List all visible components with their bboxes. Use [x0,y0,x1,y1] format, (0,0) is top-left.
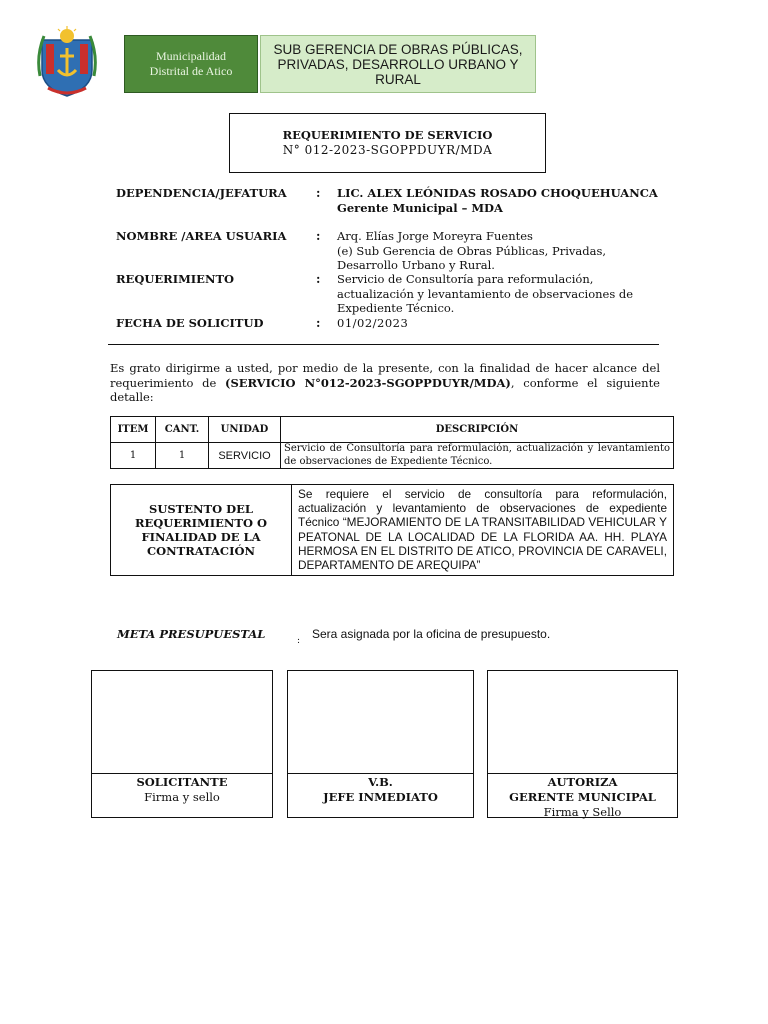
municipality-logo [36,26,98,98]
requerimiento-label: REQUERIMIENTO [116,272,235,286]
signature-box-vb [287,670,474,818]
sustento-label: SUSTENTO DEL REQUERIMIENTO O FINALIDAD DE LA CONTRATACIÓN [111,485,292,576]
requirement-title-box [229,113,546,173]
dependencia-colon: : [316,186,321,200]
dependencia-value-line-2: Gerente Municipal – MDA [337,200,503,215]
requerimiento-value-line-2: actualización y levantamiento de observaciones de [337,286,634,301]
vb-subtitle: JEFE INMEDIATO [323,790,438,804]
header-descripcion: DESCRIPCIÓN [281,417,674,443]
nombre-label: NOMBRE /AREA USUARIA [116,229,287,243]
intro-text-b: , conforme el siguiente detalle: [110,375,660,404]
header-item: ITEM [111,417,156,443]
meta-label: META PRESUPUESTAL [117,627,266,641]
header-cant: CANT. [156,417,209,443]
meta-value: Sera asignada por la oficina de presupuesto. [312,627,551,641]
nombre-value [337,229,667,273]
requerimiento-value-line-1: Servicio de Consultoría para reformulación, [337,272,594,286]
intro-paragraph [110,361,660,405]
dependencia-label: DEPENDENCIA/JEFATURA [116,186,287,200]
meta-colon: : [297,636,301,646]
intro-text-a: Es grato dirigirme a usted, por medio de la presente, con la finalidad de hacer alcance del requerimiento de [110,361,660,390]
table-row [111,443,674,469]
requirement-number: N° 012-2023-SGOPPDUYR/MDA [282,143,493,157]
items-table-header [111,417,674,443]
autoriza-subtitle: GERENTE MUNICIPAL [509,790,656,804]
autoriza-title: AUTORIZA [547,775,618,789]
nombre-value-line-1: Arq. Elías Jorge Moreyra Fuentes [337,229,533,243]
cell-cant: 1 [156,443,209,469]
solicitante-subtitle: Firma y sello [144,790,220,804]
nombre-value-line-2: (e) Sub Gerencia de Obras Públicas, Privadas, [337,243,607,258]
signature-area-autoriza [488,671,677,774]
cell-unidad: SERVICIO [209,443,281,469]
sub-gerencia-line-3: RURAL [375,71,421,87]
signature-area-solicitante [92,671,272,774]
sustento-table [110,484,674,576]
signature-area-vb [288,671,473,774]
requerimiento-colon: : [316,272,321,286]
sustento-text: Se requiere el servicio de consultoría para reformulación, actualización y levantamiento de observaciones de expediente Técnico “MEJORAMIENTO DE LA TRANSITABILIDAD VEHICULAR Y PEATONAL DE LA LOCALIDAD DE LA FLORIDA AA. HH. PLAYA HERMOSA EN EL DISTRITO DE ATICO, PROVINCIA DE CARAVELI, DEPARTAMENTO DE AREQUIPA” [292,485,674,576]
solicitante-title: SOLICITANTE [136,775,228,789]
header-unidad: UNIDAD [209,417,281,443]
nombre-colon: : [316,229,321,243]
requirement-title: REQUERIMIENTO DE SERVICIO [282,128,493,142]
fecha-label: FECHA DE SOLICITUD [116,316,264,330]
signature-box-solicitante [91,670,273,818]
municipality-line-2: Distrital de Atico [149,64,233,78]
signature-box-autoriza [487,670,678,818]
requerimiento-value [337,272,667,316]
vb-title: V.B. [368,775,393,789]
sub-gerencia-line-2: PRIVADAS, DESARROLLO URBANO Y [277,56,519,72]
fecha-value: 01/02/2023 [337,316,409,330]
items-table [110,416,674,469]
sub-gerencia-box [260,35,536,93]
autoriza-subtitle-2: Firma y Sello [543,805,622,819]
cell-descripcion: Servicio de Consultoría para reformulación, actualización y levantamiento de observaciones de Expediente Técnico. [281,443,674,469]
municipality-line-1: Municipalidad [156,49,226,63]
sub-gerencia-line-1: SUB GERENCIA DE OBRAS PÚBLICAS, [273,41,523,57]
dependencia-value-line-1: LIC. ALEX LEÓNIDAS ROSADO CHOQUEHUANCA [337,186,658,200]
divider-line [108,344,659,345]
fecha-colon: : [316,316,321,330]
dependencia-value [337,186,667,215]
intro-text-bold: (SERVICIO N°012-2023-SGOPPDUYR/MDA) [225,375,511,390]
requerimiento-value-line-3: Expediente Técnico. [337,301,455,315]
nombre-value-line-3: Desarrollo Urbano y Rural. [337,258,495,272]
municipality-name-box [124,35,258,93]
cell-item: 1 [111,443,156,469]
